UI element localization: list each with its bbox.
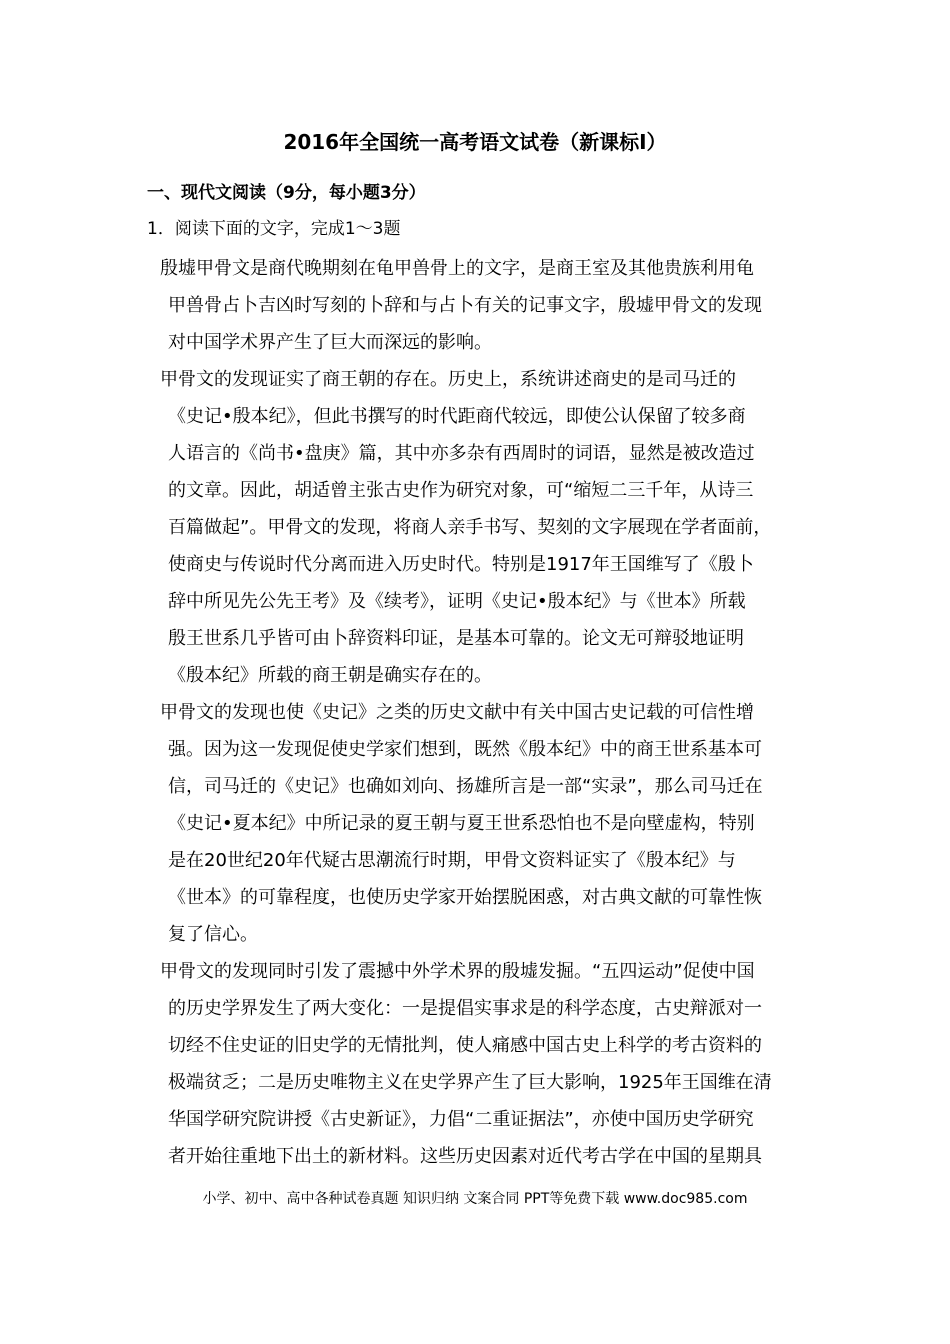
paragraph-line: 的历史学界发生了两大变化：一是提倡实事求是的科学态度，古史辩派对一 <box>168 998 762 1019</box>
paragraph-line: 甲兽骨占卜吉凶时写刻的卜辞和与占卜有关的记事文字，殷墟甲骨文的发现 <box>168 295 762 316</box>
question-instruction: 1．阅读下面的文字，完成1〜3题 <box>147 219 401 239</box>
paragraph-line: 极端贫乏；二是历史唯物主义在史学界产生了巨大影响，1925年王国维在清 <box>168 1072 772 1093</box>
paragraph-line: 《世本》的可靠程度，也使历史学家开始摆脱困惑，对古典文献的可靠性恢 <box>168 887 762 908</box>
paragraph-line: 《殷本纪》所载的商王朝是确实存在的。 <box>168 665 492 686</box>
paragraph-line: 复了信心。 <box>168 924 258 945</box>
section-heading: 一、现代文阅读（9分，每小题3分） <box>147 183 426 203</box>
paragraph-line: 华国学研究院讲授《古史新证》，力倡“二重证据法”，亦使中国历史学研究 <box>168 1109 754 1130</box>
paragraph-line: 对中国学术界产生了巨大而深远的影响。 <box>168 332 492 353</box>
paragraph-line: 信，司马迁的《史记》也确如刘向、扬雄所言是一部“实录”，那么司马迁在 <box>168 776 763 797</box>
paragraph <box>160 694 820 953</box>
paragraph-line: 人语言的《尚书•盘庚》篇，其中亦多杂有西周时的词语，显然是被改造过 <box>168 443 755 464</box>
paragraph-line: 切经不住史证的旧史学的无情批判，使人痛感中国古史上科学的考古资料的 <box>168 1035 762 1056</box>
reading-passage <box>160 250 820 1175</box>
paragraph-line: 殷王世系几乎皆可由卜辞资料印证，是基本可靠的。论文无可辩驳地证明 <box>168 628 744 649</box>
document-title: 2016年全国统一高考语文试卷（新课标I） <box>283 130 667 154</box>
paragraph-line: 甲骨文的发现也使《史记》之类的历史文献中有关中国古史记载的可信性增 <box>160 702 754 723</box>
paragraph <box>160 361 820 694</box>
paragraph-line: 的文章。因此，胡适曾主张古史作为研究对象，可“缩短二三千年，从诗三 <box>168 480 754 501</box>
paragraph-line: 甲骨文的发现证实了商王朝的存在。历史上，系统讲述商史的是司马迁的 <box>160 369 736 390</box>
paragraph-line: 辞中所见先公先王考》及《续考》，证明《史记•殷本纪》与《世本》所载 <box>168 591 746 612</box>
paragraph-line: 使商史与传说时代分离而进入历史时代。特别是1917年王国维写了《殷卜 <box>168 554 754 575</box>
footer-banner: 小学、初中、高中各种试卷真题 知识归纳 文案合同 PPT等免费下载 www.doc985.com <box>202 1191 748 1207</box>
paragraph-line: 是在20世纪20年代疑古思潮流行时期，甲骨文资料证实了《殷本纪》与 <box>168 850 736 871</box>
paragraph-line: 殷墟甲骨文是商代晚期刻在龟甲兽骨上的文字，是商王室及其他贵族利用龟 <box>160 258 754 279</box>
paragraph-line: 甲骨文的发现同时引发了震撼中外学术界的殷墟发掘。“五四运动”促使中国 <box>160 961 755 982</box>
paragraph-line: 百篇做起”。甲骨文的发现，将商人亲手书写、契刻的文字展现在学者面前， <box>168 517 772 538</box>
paragraph <box>160 953 820 1175</box>
paragraph <box>160 250 820 361</box>
paragraph-line: 强。因为这一发现促使史学家们想到，既然《殷本纪》中的商王世系基本可 <box>168 739 762 760</box>
paragraph-line: 《史记•殷本纪》，但此书撰写的时代距商代较远，即使公认保留了较多商 <box>168 406 746 427</box>
paragraph-line: 者开始往重地下出土的新材料。这些历史因素对近代考古学在中国的星期具 <box>168 1146 762 1167</box>
paragraph-line: 《史记•夏本纪》中所记录的夏王朝与夏王世系恐怕也不是向壁虚构，特别 <box>168 813 755 834</box>
